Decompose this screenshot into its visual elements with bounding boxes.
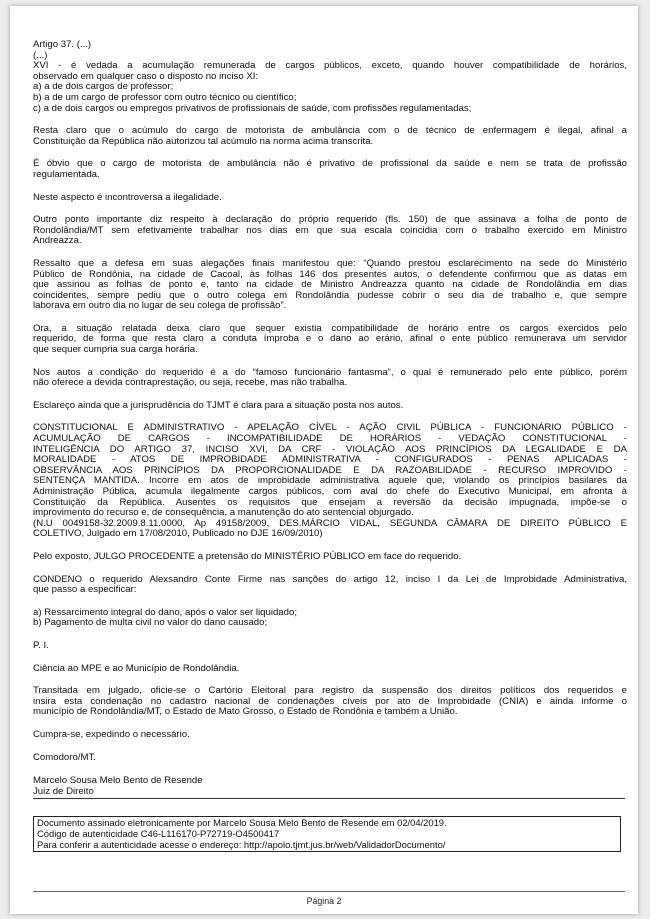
text-line: Resta claro que o acúmulo do cargo de motorista de ambulância com o de técnico de enfermagem é ilegal, afinal a [33, 125, 627, 137]
text-line: CONSTITUCIONAL E ADMINISTRATIVO - APELAÇÃO CÍVEL - AÇÃO CIVIL PÚBLICA - FUNCIONÁRIO PÚBLICO - [33, 422, 627, 434]
paragraph [33, 575, 627, 596]
article-heading: Artigo 37. (...) [33, 39, 92, 50]
text-line: laborava em outro dia no lugar de seu colega de profissão”. [33, 300, 287, 312]
paragraph [33, 686, 627, 718]
text-line: Outro ponto importante diz respeito à declaração do próprio requerido (fls. 150) de que assinava a folha de ponto de [33, 214, 627, 226]
paragraph [33, 753, 627, 764]
paragraph [33, 552, 627, 563]
document-body [33, 40, 627, 763]
text-line: Constituição da República. Ausentes os requisitos que ensejam a reversão da decisão impugnada, impõe-se o [33, 496, 627, 508]
signature-rule [33, 798, 625, 799]
text-line: a) a de dois cargos de professor; [33, 81, 174, 93]
text-line: P. I. [33, 639, 49, 651]
text-line: SENTENÇA MANTIDA. Incorre em atos de improbidade administrativa aquele que, violando os princípios basilares da [33, 475, 627, 487]
text-line: não oferece a devida contraprestação, ou seja, recebe, mas não trabalha. [33, 377, 348, 389]
text-line: que sequer cumpria sua carga horária. [33, 344, 198, 356]
text-line: COLETIVO, Julgado em 17/08/2010, Publicado no DJE 16/09/2010) [33, 528, 323, 540]
text-line: improvimento do recurso e, de consequência, a manutenção do ato sentencial objurgado. [33, 507, 414, 519]
authenticity-box [33, 816, 621, 852]
paragraph [33, 401, 627, 412]
ellipsis: (...) [33, 49, 48, 61]
text-line: a) Ressarcimento integral do dano, após o valor ser liquidado; [33, 606, 297, 618]
auth-line: Código de autenticidade C46-L116170-P72719-O4500417 [37, 827, 280, 839]
text-line: Constituição da República não autorizou tal acúmulo na norma acima transcrita. [33, 135, 374, 147]
footer-rule [33, 891, 625, 892]
text-line: Comodoro/MT. [33, 751, 96, 763]
text-line: Ciência ao MPE e ao Município de Rondolândia. [33, 662, 240, 674]
text-line: que assinou as folhas de ponto e, tanto na cidade de Ministro Andreazza quanto na cidade de Rondolândia em dias [33, 279, 627, 291]
text-line: (N.U 0049158-32.2009.8.11.0000, Ap 49158/2009, DES.MÁRCIO VIDAL, SEGUNDA CÂMARA DE DIREITO PÚBLICO E [33, 517, 627, 529]
paragraph [33, 324, 627, 356]
auth-line: Para conferir a autenticidade acesse o endereço: http://apolo.tjmt.jus.br/web/ValidadorDocumento/ [37, 838, 446, 850]
paragraph [33, 193, 627, 204]
text-line: INTELIGÊNCIA DO ARTIGO 37, INCISO XVI, DA CRF - VIOLAÇÃO AOS PRINCÍPIOS DA LEGALIDADE E DA [33, 443, 627, 455]
text-line: c) a de dois cargos ou empregos privativos de profissionais de saúde, com profissões regulamentadas; [33, 102, 472, 114]
text-line: b) Pagamento de multa civil no valor do dano causado; [33, 617, 268, 629]
text-line: Transitada em julgado, oficie-se o Cartório Eleitoral para registro da suspensão dos direitos políticos dos requeridos e [33, 685, 627, 697]
paragraph [33, 159, 627, 180]
text-line: É óbvio que o cargo de motorista de ambulância não é privativo de profissional da saúde e nem se trata de profissão [33, 158, 627, 170]
text-line: Esclareço ainda que a jurisprudência do TJMT é clara para a situação posta nos autos. [33, 399, 404, 411]
text-line: requerido, de forma que resta claro a conduta ímproba e o dano ao erário, afinal o ente público remunerava um servidor [33, 333, 627, 345]
text-line: município de Rondolândia/MT, o Estado de Mato Grosso, o Estado de Rondônia e também a União. [33, 706, 458, 718]
paragraph [33, 259, 627, 312]
paragraph [33, 730, 627, 741]
page-number: Página 2 [306, 896, 342, 906]
judge-role: Juiz de Direito [33, 785, 94, 797]
text-line: OBSERVÂNCIA AOS PRINCÍPIOS DA PROPORCIONALIDADE E DA RAZOABILIDADE - RECURSO IMPROVIDO - [33, 464, 627, 476]
text-line: Público de Rondônia, na cidade de Cacoal, às folhas 146 dos presentes autos, o defendente confirmou que as datas em [33, 268, 627, 280]
jurisprudence-ementa [33, 423, 627, 540]
paragraph [33, 641, 627, 652]
text-line: Ressalto que a defesa em suas alegações finais manifestou que: “Quando prestou esclarecimento na sede do Ministério [33, 257, 627, 269]
text-line: b) a de um cargo de professor com outro técnico ou científico; [33, 91, 297, 103]
document-page [10, 6, 638, 914]
text-line: ACUMULAÇÃO DE CARGOS - INCOMPATIBILIDADE DE HORÁRIOS - VEDAÇÃO CONSTITUCIONAL - [33, 433, 627, 445]
text-line: Rondolândia/MT sem efetivamente trabalhar nos dias em que sua escala coincidia com o trabalho exercido em Ministro [33, 224, 627, 236]
paragraph [33, 215, 627, 247]
text-line: Administração Pública, acumula ilegalmente cargos públicos, com aval do chefe do Executivo Municipal, em afronta à [33, 486, 627, 497]
text-line: Andreazza. [33, 235, 82, 247]
text-line: CONDENO o requerido Alexsandro Conte Firme nas sanções do artigo 12, inciso I da Lei de Improbidade Administrativa, [33, 573, 627, 585]
paragraph [33, 368, 627, 389]
text-line: coincidentes, sempre pediu que o outro colega em Rondolândia pudesse cobrir o seu dia de trabalho e, que sempre [33, 289, 627, 301]
text-line: observado em qualquer caso o disposto no inciso XI: [33, 70, 259, 82]
text-line: XVI - é vedada a acumulação remunerada de cargos públicos, exceto, quando houver compatibilidade de horários, [33, 60, 627, 72]
text-line: MORALIDADE - ATOS DE IMPROBIDADE ADMINISTRATIVA - CONFIGURADOS - PENAS APLICADAS - [33, 454, 627, 466]
judge-name: Marcelo Sousa Melo Bento de Resende [33, 775, 203, 786]
text-line: Neste aspecto é incontroversa a ilegalidade. [33, 191, 222, 203]
text-line: Pelo exposto, JULGO PROCEDENTE a pretensão do MINISTÉRIO PÚBLICO em face do requerido. [33, 550, 462, 562]
article-text [33, 61, 627, 114]
text-line: insira esta condenação no cadastro nacional de condenações cíveis por ato de Improbidade (CNIA) e ainda informe o [33, 695, 627, 707]
auth-line: Documento assinado eletronicamente por Marcelo Sousa Melo Bento de Resende em 02/04/2019. [37, 817, 447, 828]
paragraph [33, 608, 627, 629]
text-line: Nos autos a condição do requerido é a do “famoso funcionário fantasma”, o qual é remunerado pelo ente público, porém [33, 366, 627, 378]
text-line: Ora, a situação relatada deixa claro que sequer existia compatibilidade de horário entre os cargos exercidos pelo [33, 322, 627, 334]
text-line: regulamentada. [33, 168, 100, 180]
paragraph [33, 664, 627, 675]
text-line: que passo a especificar: [33, 584, 137, 596]
paragraph [33, 126, 627, 147]
signature-block [33, 776, 203, 797]
text-line: Cumpra-se, expedindo o necessário. [33, 728, 190, 740]
